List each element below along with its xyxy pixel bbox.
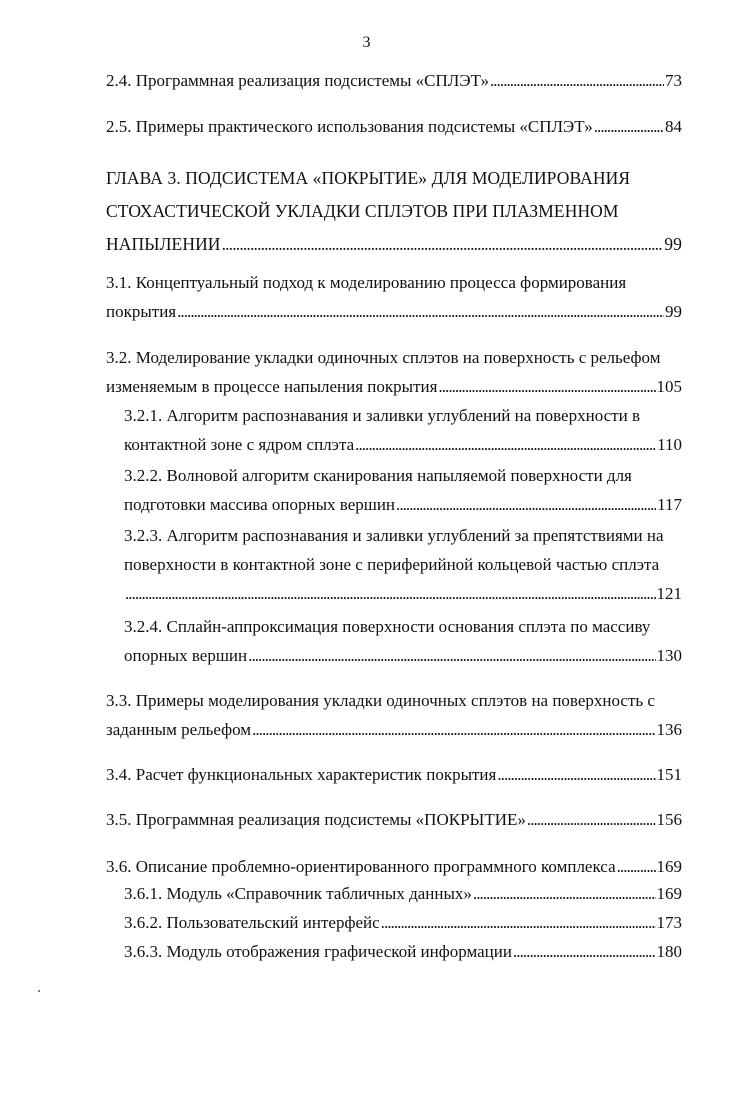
dot-leader <box>222 228 664 261</box>
toc-entry-title: покрытия <box>106 302 177 321</box>
toc-page-number: 84 <box>665 117 682 136</box>
toc-entry-3-6-3[interactable] <box>124 937 682 966</box>
dot-leader <box>617 852 656 881</box>
toc-page-number: 117 <box>657 495 682 514</box>
toc-entry-title: изменяемым в процессе напыления покрытия <box>106 377 438 396</box>
toc-entry-title: 2.5. Примеры практического использования подсистемы «СПЛЭТ» <box>106 117 593 136</box>
toc-entry-title-line: 3.2. Моделирование укладки одиночных сплэтов на поверхность с рельефом <box>106 348 661 367</box>
toc-page-number: 110 <box>657 435 682 454</box>
toc-entry-title: 3.4. Расчет функциональных характеристик покрытия <box>106 765 497 784</box>
toc-entry-title-line: СТОХАСТИЧЕСКОЙ УКЛАДКИ СПЛЭТОВ ПРИ ПЛАЗМЕННОМ <box>106 201 619 221</box>
toc-entry-3-6-1[interactable] <box>124 879 682 908</box>
toc-entry-title: 3.6.3. Модуль отображения графической информации <box>124 942 512 961</box>
toc-entry-title-line: 3.2.2. Волновой алгоритм сканирования напыляемой поверхности для <box>124 466 632 485</box>
toc-entry-title: опорных вершин <box>124 646 248 665</box>
toc-page-number: 73 <box>665 71 682 90</box>
toc-page-number: 99 <box>664 234 682 254</box>
toc-entry-chapter-3[interactable] <box>106 162 682 261</box>
dot-leader <box>252 715 655 744</box>
dot-leader <box>248 641 655 670</box>
page-number: 3 <box>362 34 371 51</box>
toc-entry-title: 2.4. Программная реализация подсистемы «СПЛЭТ» <box>106 71 489 90</box>
toc-entry-3-6-2[interactable] <box>124 908 682 937</box>
toc-entry-3-5[interactable] <box>106 805 682 834</box>
toc-entry-title-line: 3.2.1. Алгоритм распознавания и заливки углублений на поверхности в <box>124 406 640 425</box>
toc-entry-title-line: ГЛАВА 3. ПОДСИСТЕМА «ПОКРЫТИЕ» ДЛЯ МОДЕЛИРОВАНИЯ <box>106 168 631 188</box>
toc-entry-2-5[interactable] <box>106 112 682 141</box>
toc-page-number: 156 <box>656 810 682 829</box>
toc-entry-3-2-1[interactable] <box>124 401 682 459</box>
toc-entry-3-6[interactable] <box>106 852 682 881</box>
toc-page-number: 99 <box>665 302 682 321</box>
toc-page-number: 169 <box>656 857 682 876</box>
toc-entry-3-2[interactable] <box>106 343 682 401</box>
toc-page-number: 130 <box>656 646 682 665</box>
dot-leader <box>497 760 655 789</box>
toc-entry-3-1[interactable] <box>106 268 682 326</box>
scan-artifact-dot <box>38 990 40 992</box>
toc-page-number: 151 <box>656 765 682 784</box>
toc-entry-title-line: 3.2.4. Сплайн-аппроксимация поверхности основания сплэта по массиву <box>124 617 651 636</box>
toc-page-number: 136 <box>656 720 682 739</box>
toc-entry-title: заданным рельефом <box>106 720 252 739</box>
toc-entry-3-2-2[interactable] <box>124 461 682 519</box>
toc-entry-3-4[interactable] <box>106 760 682 789</box>
toc-entry-title: подготовки массива опорных вершин <box>124 495 396 514</box>
dot-leader <box>177 297 664 326</box>
dot-leader <box>473 879 656 908</box>
toc-entry-title: 3.6.1. Модуль «Справочник табличных данных» <box>124 884 472 903</box>
toc-entry-title: НАПЫЛЕНИИ <box>106 234 221 254</box>
dot-leader <box>438 372 655 401</box>
toc-entry-title: 3.6. Описание проблемно-ориентированного программного комплекса <box>106 857 616 876</box>
toc-page-number: 105 <box>656 377 682 396</box>
toc-page-number: 173 <box>656 913 682 932</box>
dot-leader <box>396 490 656 519</box>
toc-entry-title-line: поверхности в контактной зоне с периферийной кольцевой частью сплэта <box>124 555 660 574</box>
dot-leader <box>490 66 664 95</box>
toc-entry-title-line: 3.3. Примеры моделирования укладки одиночных сплэтов на поверхность с <box>106 691 655 710</box>
dot-leader <box>125 579 656 608</box>
dot-leader <box>527 805 656 834</box>
toc-page-number: 169 <box>656 884 682 903</box>
toc-entry-2-4[interactable] <box>106 66 682 95</box>
toc-page-number: 121 <box>656 584 682 603</box>
dot-leader <box>594 112 664 141</box>
toc-entry-title-line: 3.1. Концептуальный подход к моделированию процесса формирования <box>106 273 627 292</box>
dot-leader <box>513 937 656 966</box>
toc-entry-title: 3.6.2. Пользовательский интерфейс <box>124 913 380 932</box>
toc-entry-title-line: 3.2.3. Алгоритм распознавания и заливки углублений за препятствиями на <box>124 526 664 545</box>
toc-entry-title: 3.5. Программная реализация подсистемы «ПОКРЫТИЕ» <box>106 810 526 829</box>
dot-leader <box>381 908 656 937</box>
toc-entry-3-2-3[interactable] <box>124 521 682 608</box>
toc-page-number: 180 <box>656 942 682 961</box>
toc-entry-3-2-4[interactable] <box>124 612 682 670</box>
toc-entry-title: контактной зоне с ядром сплэта <box>124 435 355 454</box>
dot-leader <box>355 430 656 459</box>
toc-entry-3-3[interactable] <box>106 686 682 744</box>
